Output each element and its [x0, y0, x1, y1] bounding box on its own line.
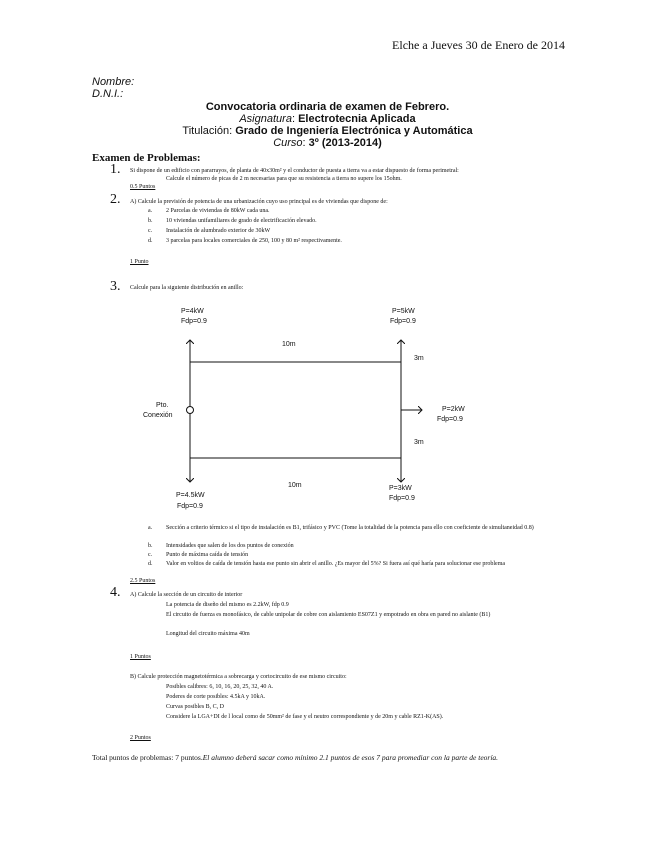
- connection-point: [187, 407, 194, 414]
- problem-4-a-line: La potencia de diseño del mismo es 2.2kW, fdp 0.9: [166, 602, 289, 608]
- label-bottom-length: 10m: [288, 482, 302, 489]
- list-item: Intensidades que salen de los dos puntos de conexión: [166, 543, 294, 549]
- label-top-right-power: P=5kW: [392, 308, 415, 315]
- label-top-right-fdp: Fdp=0.9: [390, 318, 416, 325]
- problem-1-points: 0.5 Puntos: [130, 184, 156, 190]
- course-line: Curso: 3º (2013-2014): [273, 137, 382, 149]
- problem-number: 3.: [110, 279, 121, 294]
- label-right-fdp: Fdp=0.9: [437, 416, 463, 423]
- label-top-length: 10m: [282, 341, 296, 348]
- list-item: Punto de máxima caída de tensión: [166, 552, 249, 558]
- dni-label: D.N.I.:: [92, 88, 124, 100]
- label-bottom-right-power: P=3kW: [389, 485, 412, 492]
- list-letter: b.: [148, 543, 153, 549]
- problem-2-intro: A) Calcule la previsión de potencia de una urbanización cuyo uso principal es de viviendas que dispone de:: [130, 199, 388, 205]
- problem-number: 4.: [110, 585, 121, 600]
- footer-total: Total puntos de problemas: 7 puntos.El alumno deberá sacar como mínimo 2.1 puntos de esos 7 para promediar con la parte de teoría.: [92, 753, 499, 762]
- problem-4-b-title: B) Calcule protección magnetotérmica a sobrecarga y cortocircuito de ese mismo circuito:: [130, 674, 347, 680]
- list-letter: c.: [148, 228, 153, 234]
- list-letter: a.: [148, 208, 153, 214]
- list-item: 10 viviendas unifamiliares de grado de electrificación elevado.: [166, 218, 317, 224]
- problem-4-a-title: A) Calcule la sección de un circuito de interior: [130, 592, 243, 598]
- problem-4-b-line: Posibles calibres: 6, 10, 16, 20, 25, 32, 40 A.: [166, 684, 274, 690]
- label-right-upper-length: 3m: [414, 355, 424, 362]
- section-title: Examen de Problemas:: [92, 152, 201, 164]
- label-connection-2: Conexión: [143, 412, 173, 419]
- list-item: Valor en voltios de caída de tensión hasta ese punto sin abrir el anillo. ¿Es mayor del 5%? Si fuera así qué haría para solucionar ese problema: [166, 561, 506, 567]
- list-letter: d.: [148, 238, 153, 244]
- problem-4-a-line: Longitud del circuito máxima 40m: [166, 631, 250, 637]
- name-label: Nombre:: [92, 76, 135, 88]
- list-letter: b.: [148, 218, 153, 224]
- problem-1-line1: Si dispone de un edificio con pararrayos, de planta de 40x30m² y el conductor de puesta a tierra va a estar dispuesto de forma perimetral:: [130, 168, 459, 174]
- problem-2-points: 1 Punto: [130, 259, 149, 265]
- problem-4-b-line: Curvas posibles B, C, D: [166, 704, 225, 710]
- list-letter: d.: [148, 561, 153, 567]
- label-right-lower-length: 3m: [414, 439, 424, 446]
- problem-4-a-points: 1 Puntos: [130, 654, 151, 660]
- list-letter: a.: [148, 525, 153, 531]
- list-letter: c.: [148, 552, 153, 558]
- problem-4-b-line: Poderes de corte posibles: 4.5kA y 10kA.: [166, 694, 266, 700]
- list-item: Sección a criterio térmico si el tipo de instalación es B1, trifásico y PVC (Tome la totalidad de la potencia para ello con coeficiente de simultaneidad 0.8): [166, 525, 534, 531]
- problem-3-intro: Calcule para la siguiente distribución en anillo:: [130, 285, 244, 291]
- problem-3-points: 2.5 Puntos: [130, 578, 156, 584]
- degree-line: Titulación: Grado de Ingeniería Electrónica y Automática: [182, 125, 473, 137]
- label-right-power: P=2kW: [442, 406, 465, 413]
- label-bottom-left-power: P=4.5kW: [176, 492, 205, 499]
- subject-line: Asignatura: Electrotecnia Aplicada: [239, 113, 416, 125]
- list-item: 3 parcelas para locales comerciales de 250, 100 y 80 m² respectivamente.: [166, 238, 342, 244]
- problem-1-line2: Calcule el número de picas de 2 m necesarias para que su resistencia a tierra no supere los 15ohm.: [166, 176, 402, 182]
- label-bottom-right-fdp: Fdp=0.9: [389, 495, 415, 502]
- problem-number: 1.: [110, 162, 121, 177]
- exam-title: Convocatoria ordinaria de examen de Febrero.: [205, 101, 450, 113]
- problem-4-b-points: 2 Puntos: [130, 735, 151, 741]
- date-line: Elche a Jueves 30 de Enero de 2014: [392, 38, 565, 52]
- list-item: Instalación de alumbrado exterior de 30kW: [166, 228, 271, 234]
- problem-4-b-line: Considere la LGA+DI de l local como de 50mm² de fase y el neutro correspondiente y de 20m y cable RZ1-K(AS).: [166, 714, 444, 720]
- label-connection-1: Pto.: [156, 402, 169, 409]
- list-item: 2 Parcelas de viviendas de 80kW cada una.: [166, 208, 270, 214]
- problem-number: 2.: [110, 192, 121, 207]
- label-bottom-left-fdp: Fdp=0.9: [177, 503, 203, 510]
- label-top-left-fdp: Fdp=0.9: [181, 318, 207, 325]
- problem-4-a-line: El circuito de fuerza es monofásico, de cable unipolar de cobre con aislamiento ES07Z1 y empotrado en obra en pared no aislante (B1): [166, 612, 491, 618]
- label-top-left-power: P=4kW: [181, 308, 204, 315]
